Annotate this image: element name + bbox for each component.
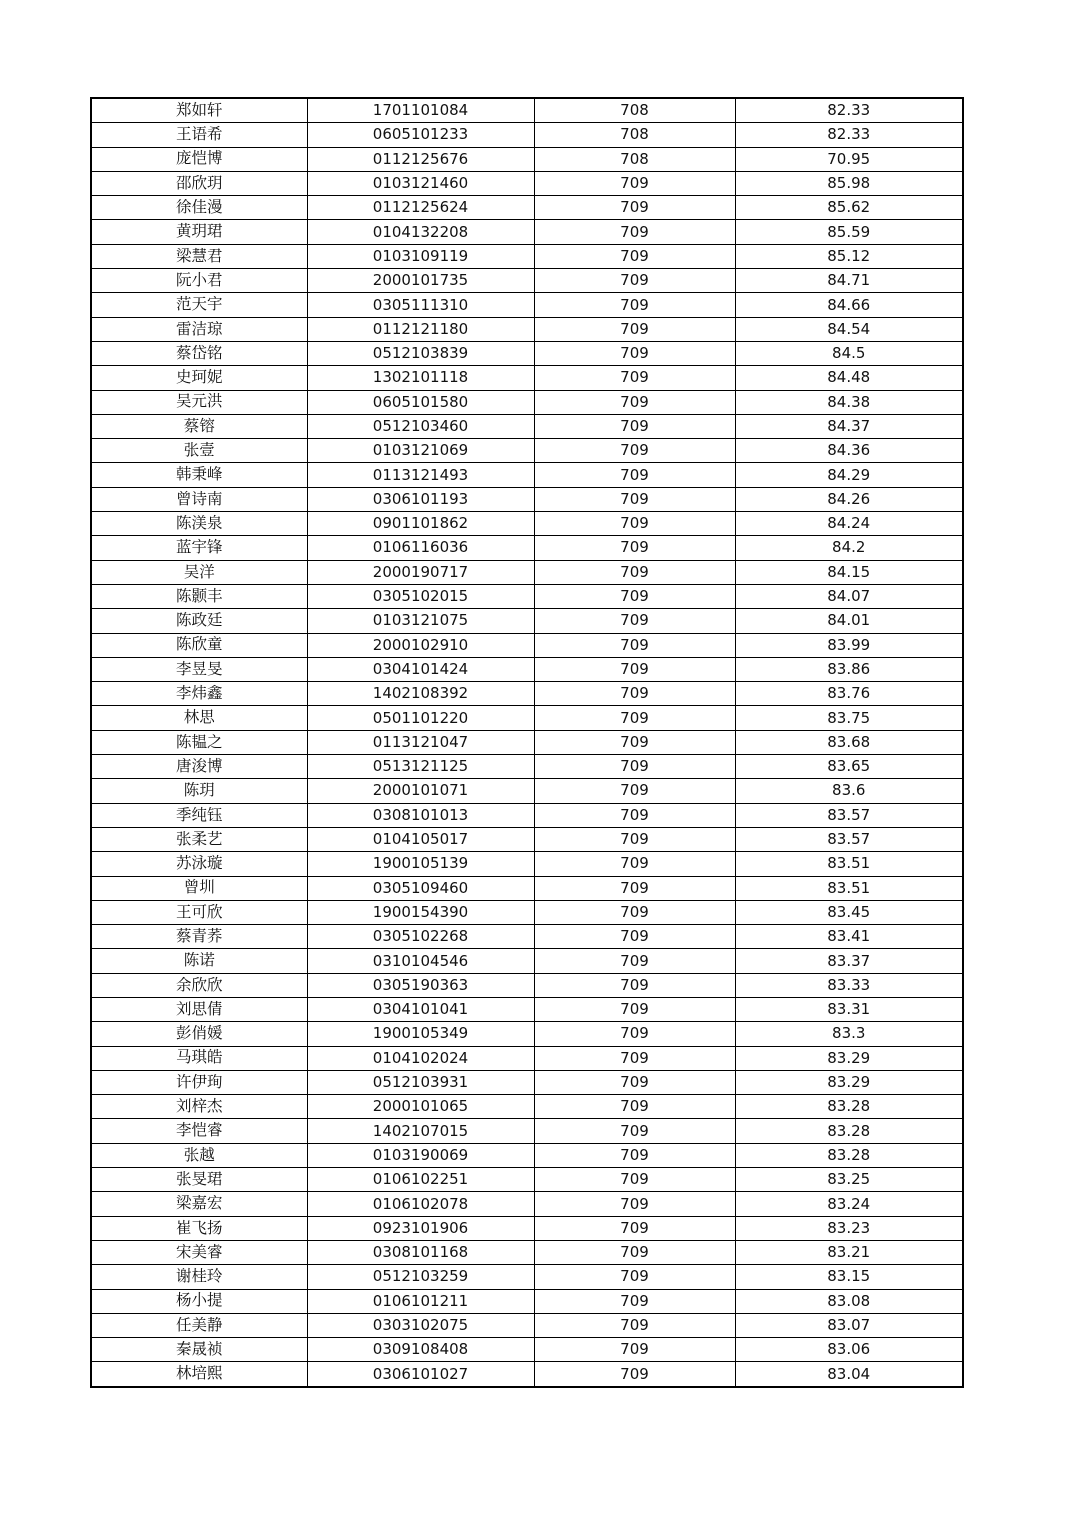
id-cell: 0113121493 xyxy=(307,463,534,487)
name-cell: 张壹 xyxy=(91,439,307,463)
code-cell: 709 xyxy=(534,657,735,681)
code-cell: 708 xyxy=(534,123,735,147)
code-cell: 709 xyxy=(534,730,735,754)
code-cell: 709 xyxy=(534,220,735,244)
score-cell: 83.45 xyxy=(735,900,963,924)
score-cell: 83.57 xyxy=(735,827,963,851)
table-row xyxy=(91,779,963,803)
name-cell: 陈玥 xyxy=(91,779,307,803)
code-cell: 709 xyxy=(534,1362,735,1387)
code-cell: 709 xyxy=(534,171,735,195)
table-row xyxy=(91,609,963,633)
score-cell: 83.76 xyxy=(735,682,963,706)
id-cell: 0106116036 xyxy=(307,536,534,560)
id-cell: 0305109460 xyxy=(307,876,534,900)
id-cell: 0501101220 xyxy=(307,706,534,730)
name-cell: 陈诺 xyxy=(91,949,307,973)
id-cell: 0106101211 xyxy=(307,1289,534,1313)
table-row xyxy=(91,925,963,949)
table-row xyxy=(91,171,963,195)
name-cell: 李昱旻 xyxy=(91,657,307,681)
code-cell: 709 xyxy=(534,1216,735,1240)
code-cell: 709 xyxy=(534,366,735,390)
table-row xyxy=(91,463,963,487)
score-cell: 83.07 xyxy=(735,1313,963,1337)
id-cell: 2000101071 xyxy=(307,779,534,803)
score-cell: 85.12 xyxy=(735,244,963,268)
table-row xyxy=(91,1265,963,1289)
id-cell: 0303102075 xyxy=(307,1313,534,1337)
code-cell: 709 xyxy=(534,439,735,463)
score-cell: 83.24 xyxy=(735,1192,963,1216)
name-cell: 宋美睿 xyxy=(91,1240,307,1264)
table-row xyxy=(91,1362,963,1387)
table-row xyxy=(91,439,963,463)
table-row xyxy=(91,269,963,293)
name-cell: 杨小提 xyxy=(91,1289,307,1313)
id-cell: 1900105349 xyxy=(307,1022,534,1046)
code-cell: 709 xyxy=(534,560,735,584)
code-cell: 709 xyxy=(534,706,735,730)
code-cell: 709 xyxy=(534,973,735,997)
name-cell: 陈渼泉 xyxy=(91,512,307,536)
code-cell: 709 xyxy=(534,1338,735,1362)
id-cell: 0513121125 xyxy=(307,755,534,779)
id-cell: 0923101906 xyxy=(307,1216,534,1240)
id-cell: 0112125624 xyxy=(307,196,534,220)
score-cell: 84.54 xyxy=(735,317,963,341)
id-cell: 0605101580 xyxy=(307,390,534,414)
id-cell: 1302101118 xyxy=(307,366,534,390)
table-row xyxy=(91,1216,963,1240)
name-cell: 李恺睿 xyxy=(91,1119,307,1143)
score-cell: 83.28 xyxy=(735,1095,963,1119)
id-cell: 0104102024 xyxy=(307,1046,534,1070)
name-cell: 曾圳 xyxy=(91,876,307,900)
code-cell: 709 xyxy=(534,633,735,657)
id-cell: 0605101233 xyxy=(307,123,534,147)
id-cell: 0310104546 xyxy=(307,949,534,973)
name-cell: 徐佳漫 xyxy=(91,196,307,220)
id-cell: 1402107015 xyxy=(307,1119,534,1143)
id-cell: 0106102078 xyxy=(307,1192,534,1216)
score-cell: 84.24 xyxy=(735,512,963,536)
id-cell: 0103109119 xyxy=(307,244,534,268)
name-cell: 王可欣 xyxy=(91,900,307,924)
id-cell: 2000101065 xyxy=(307,1095,534,1119)
name-cell: 苏泳璇 xyxy=(91,852,307,876)
id-cell: 0104132208 xyxy=(307,220,534,244)
name-cell: 郑如轩 xyxy=(91,98,307,123)
code-cell: 709 xyxy=(534,755,735,779)
score-cell: 84.2 xyxy=(735,536,963,560)
score-cell: 83.31 xyxy=(735,997,963,1021)
name-cell: 刘思倩 xyxy=(91,997,307,1021)
score-table-body xyxy=(91,98,963,1387)
code-cell: 709 xyxy=(534,1289,735,1313)
name-cell: 彭俏媛 xyxy=(91,1022,307,1046)
id-cell: 0103190069 xyxy=(307,1143,534,1167)
id-cell: 1900154390 xyxy=(307,900,534,924)
code-cell: 709 xyxy=(534,487,735,511)
score-cell: 83.37 xyxy=(735,949,963,973)
table-row xyxy=(91,1313,963,1337)
id-cell: 0103121460 xyxy=(307,171,534,195)
table-row xyxy=(91,1168,963,1192)
name-cell: 秦晟祯 xyxy=(91,1338,307,1362)
name-cell: 李炜鑫 xyxy=(91,682,307,706)
table-row xyxy=(91,1070,963,1094)
code-cell: 709 xyxy=(534,1313,735,1337)
table-row xyxy=(91,512,963,536)
score-cell: 83.25 xyxy=(735,1168,963,1192)
id-cell: 1402108392 xyxy=(307,682,534,706)
id-cell: 0103121069 xyxy=(307,439,534,463)
id-cell: 0305111310 xyxy=(307,293,534,317)
score-cell: 84.38 xyxy=(735,390,963,414)
code-cell: 709 xyxy=(534,682,735,706)
table-row xyxy=(91,1192,963,1216)
name-cell: 谢桂玲 xyxy=(91,1265,307,1289)
table-row xyxy=(91,536,963,560)
code-cell: 709 xyxy=(534,997,735,1021)
name-cell: 许伊珣 xyxy=(91,1070,307,1094)
table-row xyxy=(91,196,963,220)
code-cell: 709 xyxy=(534,341,735,365)
name-cell: 崔飞扬 xyxy=(91,1216,307,1240)
id-cell: 0304101041 xyxy=(307,997,534,1021)
name-cell: 梁慧君 xyxy=(91,244,307,268)
name-cell: 张越 xyxy=(91,1143,307,1167)
code-cell: 709 xyxy=(534,900,735,924)
name-cell: 陈颢丰 xyxy=(91,584,307,608)
code-cell: 709 xyxy=(534,536,735,560)
name-cell: 陈韫之 xyxy=(91,730,307,754)
code-cell: 709 xyxy=(534,827,735,851)
table-row xyxy=(91,1289,963,1313)
code-cell: 709 xyxy=(534,293,735,317)
code-cell: 709 xyxy=(534,949,735,973)
code-cell: 709 xyxy=(534,852,735,876)
name-cell: 黄玥珺 xyxy=(91,220,307,244)
name-cell: 曾诗南 xyxy=(91,487,307,511)
id-cell: 0304101424 xyxy=(307,657,534,681)
score-cell: 84.37 xyxy=(735,414,963,438)
id-cell: 0901101862 xyxy=(307,512,534,536)
score-cell: 84.66 xyxy=(735,293,963,317)
table-row xyxy=(91,390,963,414)
id-cell: 0309108408 xyxy=(307,1338,534,1362)
code-cell: 709 xyxy=(534,1192,735,1216)
score-cell: 84.29 xyxy=(735,463,963,487)
id-cell: 0103121075 xyxy=(307,609,534,633)
table-row xyxy=(91,876,963,900)
table-row xyxy=(91,973,963,997)
code-cell: 708 xyxy=(534,147,735,171)
score-table xyxy=(90,97,964,1388)
table-row xyxy=(91,633,963,657)
score-cell: 82.33 xyxy=(735,123,963,147)
score-cell: 83.3 xyxy=(735,1022,963,1046)
score-cell: 84.07 xyxy=(735,584,963,608)
score-cell: 83.41 xyxy=(735,925,963,949)
id-cell: 0113121047 xyxy=(307,730,534,754)
code-cell: 709 xyxy=(534,269,735,293)
id-cell: 0512103460 xyxy=(307,414,534,438)
id-cell: 2000102910 xyxy=(307,633,534,657)
table-row xyxy=(91,1240,963,1264)
code-cell: 709 xyxy=(534,244,735,268)
score-cell: 83.28 xyxy=(735,1143,963,1167)
table-row xyxy=(91,366,963,390)
id-cell: 0305190363 xyxy=(307,973,534,997)
table-row xyxy=(91,682,963,706)
table-row xyxy=(91,1143,963,1167)
code-cell: 709 xyxy=(534,876,735,900)
name-cell: 林培熙 xyxy=(91,1362,307,1387)
name-cell: 陈政廷 xyxy=(91,609,307,633)
name-cell: 任美静 xyxy=(91,1313,307,1337)
score-cell: 84.15 xyxy=(735,560,963,584)
id-cell: 0308101168 xyxy=(307,1240,534,1264)
score-cell: 83.68 xyxy=(735,730,963,754)
code-cell: 709 xyxy=(534,1240,735,1264)
name-cell: 雷洁琼 xyxy=(91,317,307,341)
table-row xyxy=(91,317,963,341)
score-cell: 83.6 xyxy=(735,779,963,803)
table-row xyxy=(91,1022,963,1046)
code-cell: 709 xyxy=(534,609,735,633)
score-cell: 85.62 xyxy=(735,196,963,220)
id-cell: 0305102015 xyxy=(307,584,534,608)
table-row xyxy=(91,293,963,317)
name-cell: 马琪皓 xyxy=(91,1046,307,1070)
score-cell: 83.33 xyxy=(735,973,963,997)
code-cell: 709 xyxy=(534,779,735,803)
code-cell: 709 xyxy=(534,1070,735,1094)
code-cell: 708 xyxy=(534,98,735,123)
score-cell: 84.71 xyxy=(735,269,963,293)
code-cell: 709 xyxy=(534,317,735,341)
name-cell: 季纯钰 xyxy=(91,803,307,827)
table-row xyxy=(91,1046,963,1070)
score-cell: 70.95 xyxy=(735,147,963,171)
code-cell: 709 xyxy=(534,925,735,949)
score-cell: 82.33 xyxy=(735,98,963,123)
id-cell: 0112125676 xyxy=(307,147,534,171)
code-cell: 709 xyxy=(534,390,735,414)
name-cell: 韩秉峰 xyxy=(91,463,307,487)
name-cell: 蔡青荞 xyxy=(91,925,307,949)
id-cell: 0512103931 xyxy=(307,1070,534,1094)
id-cell: 0308101013 xyxy=(307,803,534,827)
table-row xyxy=(91,220,963,244)
score-cell: 85.98 xyxy=(735,171,963,195)
score-cell: 83.04 xyxy=(735,1362,963,1387)
table-row xyxy=(91,852,963,876)
code-cell: 709 xyxy=(534,1046,735,1070)
code-cell: 709 xyxy=(534,803,735,827)
code-cell: 709 xyxy=(534,512,735,536)
code-cell: 709 xyxy=(534,584,735,608)
code-cell: 709 xyxy=(534,196,735,220)
name-cell: 范天宇 xyxy=(91,293,307,317)
score-cell: 84.01 xyxy=(735,609,963,633)
code-cell: 709 xyxy=(534,1022,735,1046)
table-row xyxy=(91,803,963,827)
name-cell: 吴元洪 xyxy=(91,390,307,414)
id-cell: 0306101027 xyxy=(307,1362,534,1387)
score-cell: 83.99 xyxy=(735,633,963,657)
score-cell: 84.48 xyxy=(735,366,963,390)
table-row xyxy=(91,1119,963,1143)
id-cell: 0305102268 xyxy=(307,925,534,949)
name-cell: 林思 xyxy=(91,706,307,730)
score-cell: 83.29 xyxy=(735,1070,963,1094)
score-cell: 83.08 xyxy=(735,1289,963,1313)
table-row xyxy=(91,147,963,171)
table-row xyxy=(91,584,963,608)
id-cell: 0512103839 xyxy=(307,341,534,365)
id-cell: 2000190717 xyxy=(307,560,534,584)
id-cell: 1701101084 xyxy=(307,98,534,123)
name-cell: 刘梓杰 xyxy=(91,1095,307,1119)
name-cell: 史珂妮 xyxy=(91,366,307,390)
name-cell: 蔡岱铭 xyxy=(91,341,307,365)
table-row xyxy=(91,560,963,584)
score-cell: 83.51 xyxy=(735,852,963,876)
score-cell: 85.59 xyxy=(735,220,963,244)
score-cell: 83.28 xyxy=(735,1119,963,1143)
score-cell: 83.75 xyxy=(735,706,963,730)
code-cell: 709 xyxy=(534,414,735,438)
id-cell: 0106102251 xyxy=(307,1168,534,1192)
name-cell: 吴洋 xyxy=(91,560,307,584)
table-row xyxy=(91,827,963,851)
table-row xyxy=(91,706,963,730)
table-row xyxy=(91,487,963,511)
name-cell: 余欣欣 xyxy=(91,973,307,997)
table-row xyxy=(91,755,963,779)
id-cell: 0112121180 xyxy=(307,317,534,341)
score-cell: 83.86 xyxy=(735,657,963,681)
name-cell: 王语希 xyxy=(91,123,307,147)
name-cell: 张柔艺 xyxy=(91,827,307,851)
score-cell: 83.15 xyxy=(735,1265,963,1289)
score-cell: 83.65 xyxy=(735,755,963,779)
code-cell: 709 xyxy=(534,463,735,487)
table-row xyxy=(91,98,963,123)
code-cell: 709 xyxy=(534,1265,735,1289)
table-row xyxy=(91,1338,963,1362)
id-cell: 0104105017 xyxy=(307,827,534,851)
score-cell: 83.57 xyxy=(735,803,963,827)
name-cell: 蔡镕 xyxy=(91,414,307,438)
score-cell: 83.06 xyxy=(735,1338,963,1362)
code-cell: 709 xyxy=(534,1168,735,1192)
id-cell: 2000101735 xyxy=(307,269,534,293)
name-cell: 张旻珺 xyxy=(91,1168,307,1192)
score-cell: 83.23 xyxy=(735,1216,963,1240)
id-cell: 0306101193 xyxy=(307,487,534,511)
score-cell: 84.5 xyxy=(735,341,963,365)
score-cell: 83.29 xyxy=(735,1046,963,1070)
code-cell: 709 xyxy=(534,1143,735,1167)
score-cell: 83.21 xyxy=(735,1240,963,1264)
name-cell: 邵欣玥 xyxy=(91,171,307,195)
table-row xyxy=(91,997,963,1021)
table-row xyxy=(91,900,963,924)
table-row xyxy=(91,341,963,365)
code-cell: 709 xyxy=(534,1119,735,1143)
code-cell: 709 xyxy=(534,1095,735,1119)
name-cell: 陈欣童 xyxy=(91,633,307,657)
table-row xyxy=(91,949,963,973)
table-row xyxy=(91,414,963,438)
id-cell: 1900105139 xyxy=(307,852,534,876)
table-row xyxy=(91,1095,963,1119)
name-cell: 蓝宇锋 xyxy=(91,536,307,560)
name-cell: 梁嘉宏 xyxy=(91,1192,307,1216)
score-cell: 84.26 xyxy=(735,487,963,511)
name-cell: 阮小君 xyxy=(91,269,307,293)
name-cell: 庞恺博 xyxy=(91,147,307,171)
table-row xyxy=(91,657,963,681)
score-cell: 83.51 xyxy=(735,876,963,900)
score-cell: 84.36 xyxy=(735,439,963,463)
table-row xyxy=(91,730,963,754)
id-cell: 0512103259 xyxy=(307,1265,534,1289)
table-row xyxy=(91,244,963,268)
table-row xyxy=(91,123,963,147)
name-cell: 唐浚博 xyxy=(91,755,307,779)
